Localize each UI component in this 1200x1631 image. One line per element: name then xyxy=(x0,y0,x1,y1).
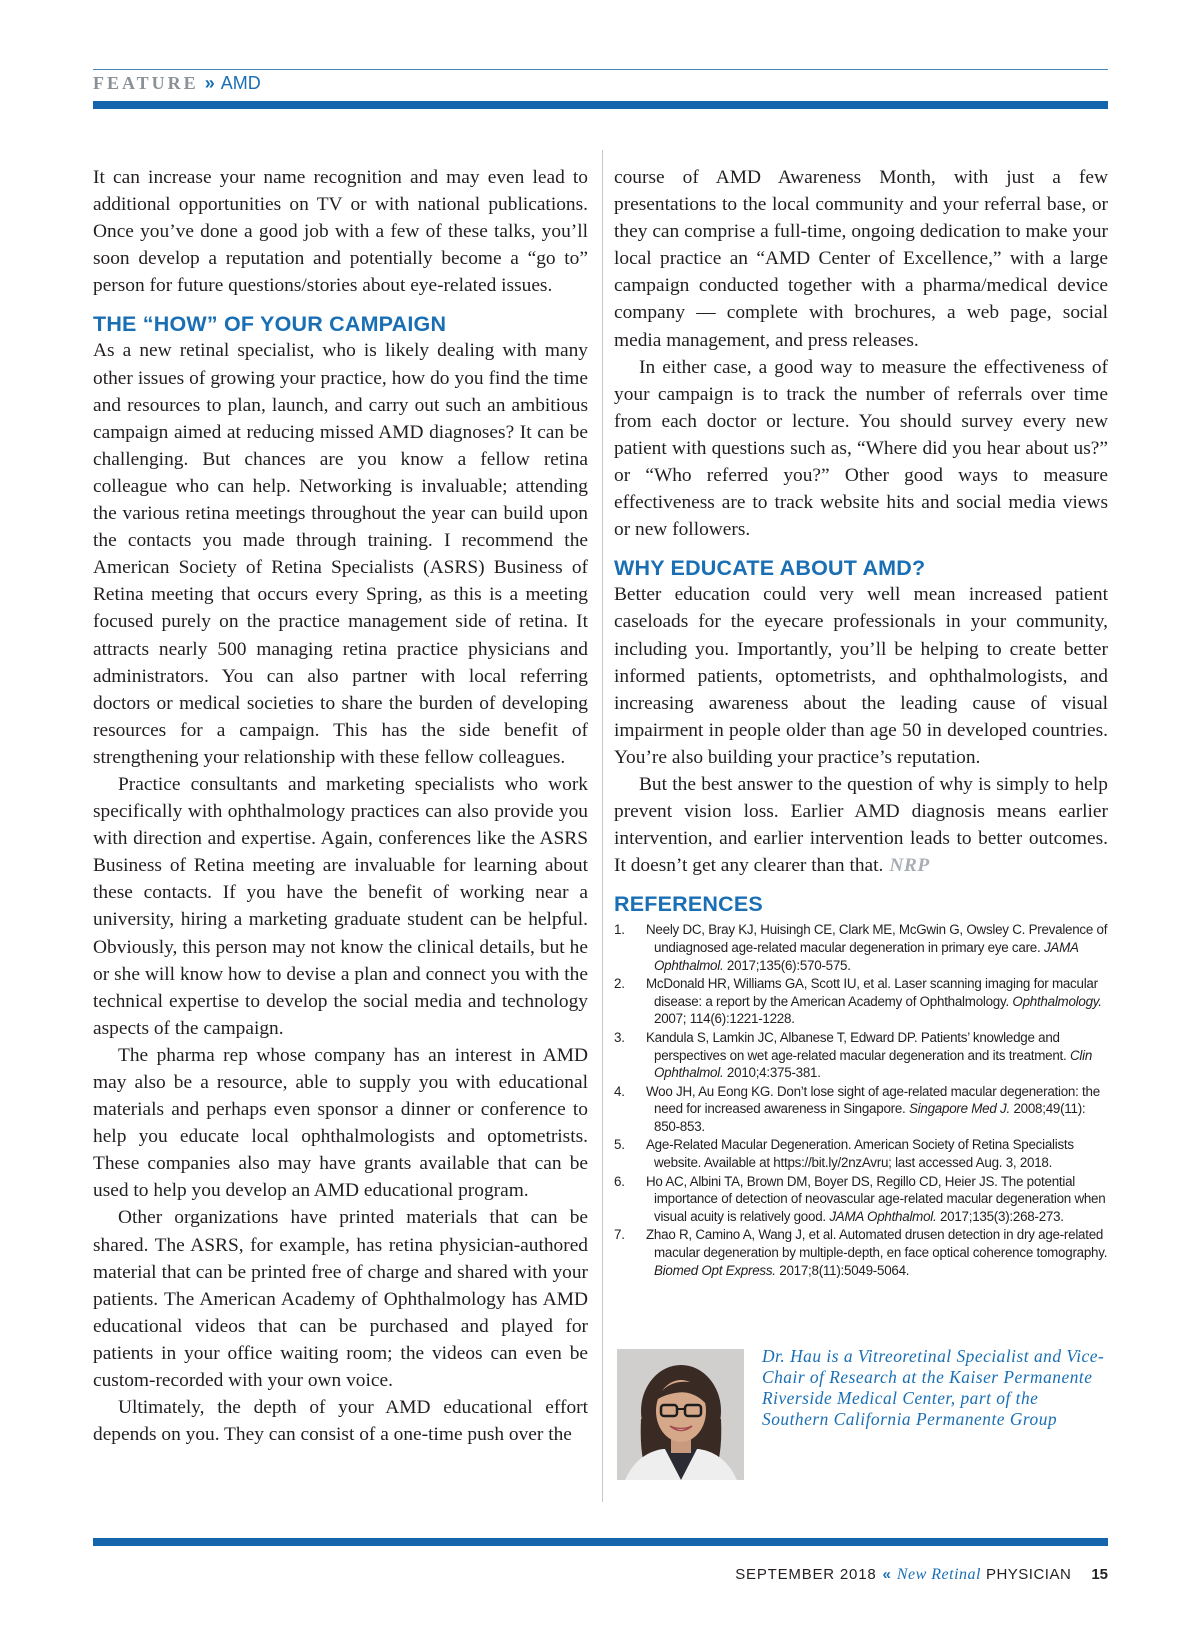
footer xyxy=(735,1566,1108,1584)
reference-text xyxy=(646,1083,1108,1136)
reference-number: 1. xyxy=(614,922,625,938)
footer-thick-rule xyxy=(93,1538,1108,1546)
reference-journal: JAMA Ophthalmol. xyxy=(654,939,1079,973)
reference-journal: Ophthalmology. xyxy=(1012,993,1102,1009)
paragraph: Practice consultants and marketing specialists who work specifically with ophthalmology practices can also provide you with direction and expertise. Again, conferences like the ASRS Business of Retina meeting are invaluable for learning about these contacts. If you have the benefit of working near a university, hiring a marketing graduate student can be helpful. Obviously, this person may not know the clinical details, but he or she will know how to devise a plan and connect you with the technical expertise to develop the social media and technology aspects of the campaign. xyxy=(93,773,588,1039)
header-thick-rule xyxy=(93,101,1108,109)
reference-authors-title: Age-Related Macular Degeneration. American Society of Retina Specialists website. Available at https://bit.ly/2nzAvru; last accessed Aug. 3, 2018. xyxy=(646,1137,1074,1171)
reference-authors-title: Kandula S, Lamkin JC, Albanese T, Edward DP. Patients’ knowledge and perspectives on wet age-related macular degeneration and its treatment. xyxy=(646,1029,1070,1063)
paragraph: As a new retinal specialist, who is likely dealing with many other issues of growing your practice, how do you find the time and resources to plan, launch, and carry out such an ambitious campaign aimed at reducing missed AMD diagnoses? It can be challenging. But chances are you know a fellow retina colleague who can help. Networking is invaluable; attending the various retina meetings throughout the year can build upon the contacts you made through training. I recommend the American Society of Retina Specialists (ASRS) Business of Retina meeting that occurs every Spring, as this is a meeting focused purely on the practice management side of retina. It attracts nearly 500 managing retina practice physicians and administrators. You can also partner with local referring doctors or medical societies to share the burden of developing resources for a campaign. This has the side benefit of strengthening your relationship with these fellow colleagues. xyxy=(93,340,588,768)
reference-item xyxy=(614,921,1108,974)
reference-citation: 2017;135(3):268-273. xyxy=(936,1208,1064,1224)
reference-citation: 2017;8(11):5049-5064. xyxy=(775,1262,910,1278)
reference-citation: 2017;135(6):570-575. xyxy=(723,957,851,973)
reference-number: 3. xyxy=(614,1029,625,1045)
reference-item xyxy=(614,1173,1108,1226)
reference-number: 7. xyxy=(614,1227,625,1243)
reference-list xyxy=(614,921,1108,1279)
paragraph: course of AMD Awareness Month, with just a few presentations to the local community and your referral base, or they can comprise a full-time, ongoing dedication to make your local practice an “AMD Center of Excellence,” with a large campaign conducted together with a pharma/medical device company — complete with brochures, a web page, social media management, and press releases. xyxy=(614,167,1108,351)
reference-citation: 2008;49(11): 850-853. xyxy=(654,1101,1086,1134)
reference-authors-title: McDonald HR, Williams GA, Scott IU, et al. Laser scanning imaging for macular disease: a report by the American Academy of Ophthalmology. xyxy=(646,976,1098,1009)
reference-authors-title: Woo JH, Au Eong KG. Don’t lose sight of age-related macular degeneration: the need for increased awareness in Singapore. xyxy=(646,1083,1100,1117)
section-heading-references: REFERENCES xyxy=(614,892,763,917)
chevron-right-icon: » xyxy=(204,73,215,93)
section-heading-how: THE “HOW” OF YOUR CAMPAIGN xyxy=(93,312,447,337)
author-bio: Dr. Hau is a Vitreoretinal Specialist and Vice-Chair of Research at the Kaiser Permanente Riverside Medical Center, part of the Southern California Permanente Group xyxy=(762,1346,1105,1429)
topic-label: AMD xyxy=(220,73,261,93)
reference-item xyxy=(614,975,1108,1028)
reference-text xyxy=(646,1173,1108,1226)
reference-number: 5. xyxy=(614,1137,625,1153)
reference-journal: JAMA Ophthalmol. xyxy=(829,1208,937,1224)
left-column xyxy=(93,164,588,1448)
author-portrait-image xyxy=(617,1349,744,1480)
reference-authors-title: Neely DC, Bray KJ, Huisingh CE, Clark ME, McGwin G, Owsley C. Prevalence of undiagnosed age-related macular degeneration in primary eye care. xyxy=(646,922,1108,955)
paragraph: The pharma rep whose company has an interest in AMD may also be a resource, able to supply you with educational materials and perhaps even sponsor a dinner or conference to help you educate local ophthalmologists and optometrists. These companies also may have grants available that can be used to help you develop an AMD educational program. xyxy=(93,1044,588,1202)
paragraph-text: But the best answer to the question of why is simply to help prevent vision loss. Earlier AMD diagnosis means earlier intervention, and earlier intervention leads to better outcomes. It doesn’t get any clearer than that. xyxy=(614,773,1108,877)
paragraph: Ultimately, the depth of your AMD educational effort depends on you. They can consist of a one-time push over the xyxy=(93,1397,588,1446)
magazine-name-italic: New Retinal xyxy=(896,1566,981,1583)
chevron-left-icon: « xyxy=(882,1566,891,1583)
reference-number: 2. xyxy=(614,976,625,992)
nrp-signoff: NRP xyxy=(889,855,930,877)
author-photo xyxy=(617,1349,744,1480)
reference-journal: Biomed Opt Express. xyxy=(654,1262,776,1278)
reference-authors-title: Ho AC, Albini TA, Brown DM, Boyer DS, Regillo CD, Heier JS. The potential importance of detection of neovascular age-related macular degeneration when visual acuity is relatively good. xyxy=(646,1173,1106,1224)
reference-text xyxy=(646,1136,1108,1171)
column-divider xyxy=(602,150,603,1502)
reference-text xyxy=(646,975,1108,1028)
paragraph: It can increase your name recognition and may even lead to additional opportunities on TV or with national publications. Once you’ve done a good job with a few of these talks, you’ll soon develop a reputation and potentially become a “go to” person for future questions/stories about eye-related issues. xyxy=(93,167,588,297)
reference-journal: Clin Ophthalmol. xyxy=(654,1047,1093,1081)
reference-item xyxy=(614,1083,1108,1136)
paragraph: In either case, a good way to measure the effectiveness of your campaign is to track the number of referrals over time from each doctor or lecture. You should survey every new patient with questions such as, “Where did you hear about us?” or “Who referred you?” Other good ways to measure effectiveness are to track website hits and social media views or new followers. xyxy=(614,356,1108,541)
reference-citation: 2010;4:375-381. xyxy=(723,1065,821,1081)
reference-text xyxy=(646,921,1108,974)
reference-item xyxy=(614,1226,1108,1279)
paragraph: Better education could very well mean increased patient caseloads for the eyecare professionals in your community, including you. Importantly, you’ll be helping to create better informed patients, optometrists, and ophthalmologists, and increasing awareness about the leading cause of visual impairment in people older than age 50 in developed countries. You’re also building your practice’s reputation. xyxy=(614,584,1108,768)
right-column xyxy=(614,164,1108,1280)
page-number: 15 xyxy=(1091,1566,1108,1583)
reference-authors-title: Zhao R, Camino A, Wang J, et al. Automated drusen detection in dry age-related macular degeneration by multiple-depth, en face optical coherence tomography. xyxy=(646,1227,1108,1261)
paragraph: Other organizations have printed materials that can be shared. The ASRS, for example, has retina physician-authored material that can be printed free of charge and shared with your patients. The American Academy of Ophthalmology has AMD educational videos that can be purchased and played for patients in your office waiting room; the videos can even be custom-recorded with your own voice. xyxy=(93,1207,588,1392)
reference-item xyxy=(614,1029,1108,1082)
reference-number: 6. xyxy=(614,1173,625,1189)
reference-number: 4. xyxy=(614,1083,625,1099)
section-label: FEATURE xyxy=(93,73,199,93)
magazine-name-caps: PHYSICIAN xyxy=(985,1566,1072,1583)
running-head xyxy=(93,73,261,94)
header-top-rule xyxy=(93,69,1108,70)
reference-citation: 2007; 114(6):1221-1228. xyxy=(654,1011,795,1027)
paragraph xyxy=(614,771,1108,879)
reference-text xyxy=(646,1029,1108,1082)
reference-text xyxy=(646,1226,1108,1279)
section-heading-why: WHY EDUCATE ABOUT AMD? xyxy=(614,556,926,581)
reference-item xyxy=(614,1136,1108,1171)
author-box xyxy=(617,1346,1107,1484)
issue-date: SEPTEMBER 2018 xyxy=(735,1566,877,1583)
reference-journal: Singapore Med J. xyxy=(909,1101,1010,1117)
